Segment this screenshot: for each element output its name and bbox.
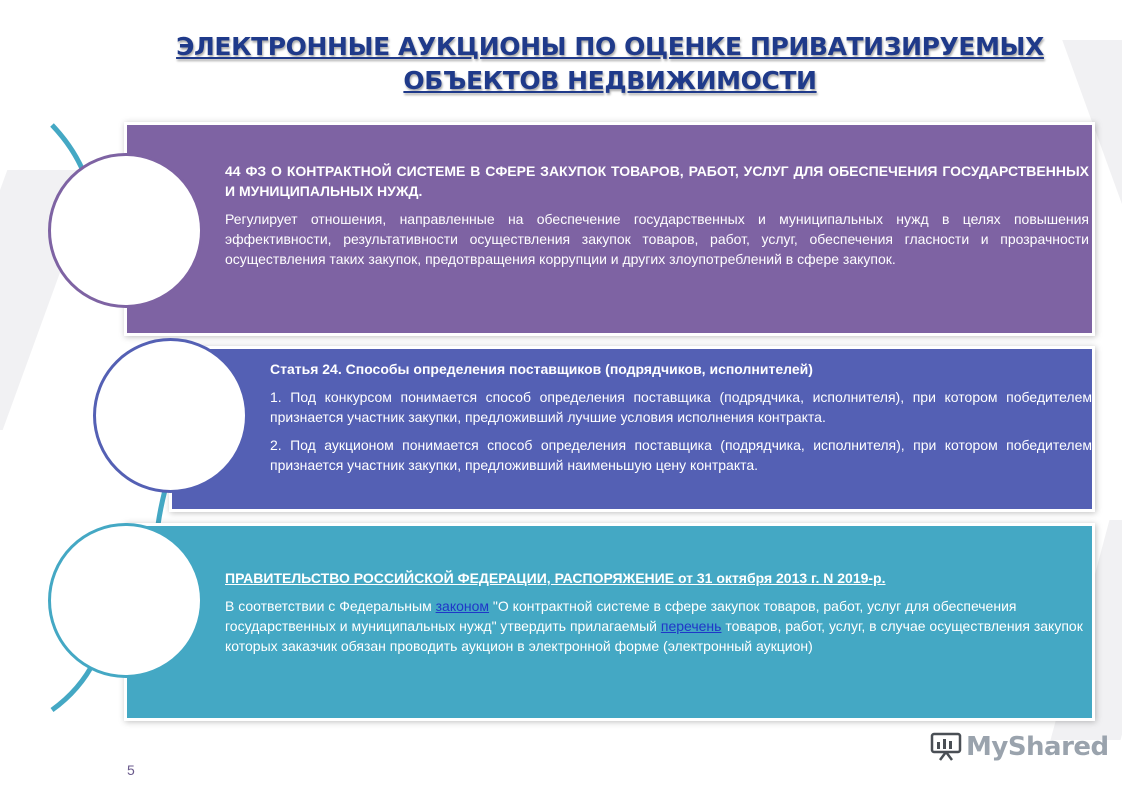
panel-government-order bbox=[127, 526, 1092, 718]
panel-government-order-heading[interactable]: ПРАВИТЕЛЬСТВО РОССИЙСКОЙ ФЕДЕРАЦИИ, РАСПОРЯЖЕНИЕ от 31 октября 2013 г. N 2019-р. bbox=[225, 570, 886, 586]
panel-article-24 bbox=[172, 349, 1092, 509]
panel-government-order-body bbox=[225, 596, 1089, 656]
panel-44fz bbox=[127, 125, 1092, 333]
panel-44fz-body: Регулирует отношения, направленные на обеспечение государственных и муниципальных нужд в целях повышения эффективности, результативности осуществления закупок товаров, работ, услуг, обеспечения гласности и прозрачности осуществления таких закупок, предотвращения коррупции и других злоупотреблений в сфере закупок. bbox=[225, 211, 1089, 267]
body-text-part1: В соответствии с Федеральным bbox=[225, 598, 436, 614]
law-link[interactable]: законом bbox=[435, 598, 490, 614]
panel-article-24-heading: Статья 24. Способы определения поставщиков (подрядчиков, исполнителей) bbox=[270, 361, 813, 377]
timeline-circle-1 bbox=[48, 153, 203, 308]
timeline-circle-3 bbox=[48, 523, 203, 678]
slide-title-line1: ЭЛЕКТРОННЫЕ АУКЦИОНЫ ПО ОЦЕНКЕ ПРИВАТИЗИРУЕМЫХ bbox=[176, 32, 1044, 61]
panel-44fz-heading: 44 ФЗ О КОНТРАКТНОЙ СИСТЕМЕ В СФЕРЕ ЗАКУПОК ТОВАРОВ, РАБОТ, УСЛУГ ДЛЯ ОБЕСПЕЧЕНИЯ ГОСУДАРСТВЕННЫХ И МУНИЦИПАЛЬНЫХ НУЖД. bbox=[225, 163, 1089, 199]
panel-article-24-item-2: 2. Под аукционом понимается способ определения поставщика (подрядчика, исполнителя), при котором победителем признается участник закупки, предложивший наименьшую цену контракта. bbox=[270, 437, 1092, 473]
panel-article-24-item-1: 1. Под конкурсом понимается способ определения поставщика (подрядчика, исполнителя), при котором победителем признается участник закупки, предложивший лучшие условия исполнения контракта. bbox=[270, 389, 1092, 425]
panel-44fz-text bbox=[225, 161, 1089, 277]
presentation-board-icon bbox=[930, 730, 962, 762]
body-text-part3: товаров, работ, услуг, в случае осуществления закупок которых заказчик обязан проводить аукцион в электронной форме (электронный аукцион) bbox=[225, 618, 1083, 654]
myshared-logo bbox=[930, 730, 1109, 764]
logo-text: MyShared bbox=[966, 732, 1109, 762]
timeline-circle-2 bbox=[93, 338, 248, 493]
list-link[interactable]: перечень bbox=[660, 618, 722, 634]
body-text-part2: "О контрактной системе в сфере закупок товаров, работ, услуг для обеспечения государственных и муниципальных нужд" утвердить прилагаемый bbox=[225, 598, 1017, 634]
panel-article-24-text bbox=[270, 359, 1092, 483]
panel-government-order-text bbox=[225, 568, 1089, 664]
slide-title-line2: ОБЪЕКТОВ НЕДВИЖИМОСТИ bbox=[403, 66, 817, 95]
page-number: 5 bbox=[127, 762, 135, 778]
